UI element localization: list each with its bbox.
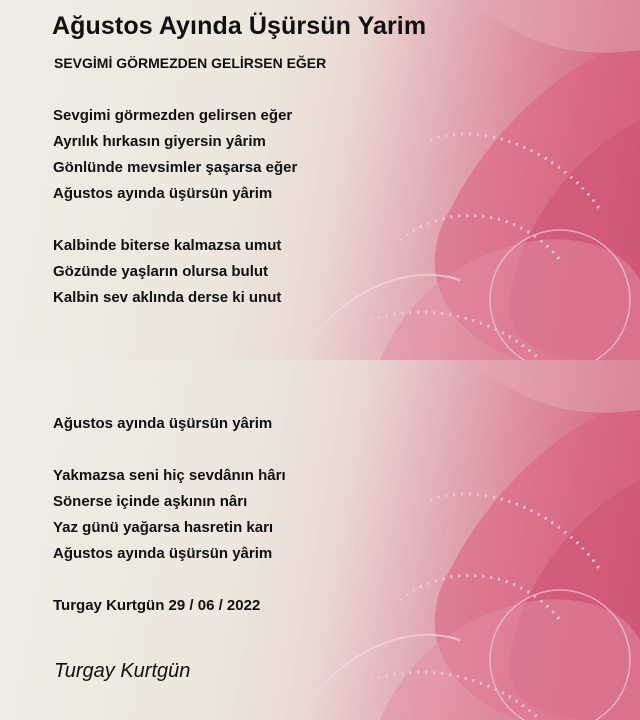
author-date: Turgay Kurtgün 29 / 06 / 2022 (53, 597, 261, 614)
poem-line: Sönerse içinde aşkının nârı (53, 493, 248, 510)
poem-subtitle: SEVGİMİ GÖRMEZDEN GELİRSEN EĞER (54, 55, 327, 71)
poem-line: Ağustos ayında üşürsün yârim (53, 415, 273, 432)
poem-title: Ağustos Ayında Üşürsün Yarim (52, 12, 427, 40)
author-signature: Turgay Kurtgün (54, 660, 191, 682)
stanza-2 (53, 236, 281, 314)
poem-line: Kalbin sev aklında derse ki unut (53, 289, 282, 306)
poem-line: Ağustos ayında üşürsün yârim (53, 545, 273, 562)
poem-line: Ayrılık hırkasın giyersin yârim (53, 133, 266, 150)
poem-line: Ağustos ayında üşürsün yârim (53, 185, 273, 202)
stanza-1 (53, 106, 297, 210)
poem-line: Gözünde yaşların olursa bulut (53, 263, 269, 280)
poem-line: Gönlünde mevsimler şaşarsa eğer (53, 159, 298, 176)
stanza-4 (53, 466, 286, 570)
poem-line: Yaz günü yağarsa hasretin karı (53, 519, 274, 536)
poem-line: Kalbinde biterse kalmazsa umut (53, 237, 282, 254)
poem-line: Yakmazsa seni hiç sevdânın hârı (53, 467, 286, 484)
stanza-3 (53, 414, 272, 440)
poem-line: Sevgimi görmezden gelirsen eğer (53, 107, 293, 124)
dateline (53, 596, 260, 622)
